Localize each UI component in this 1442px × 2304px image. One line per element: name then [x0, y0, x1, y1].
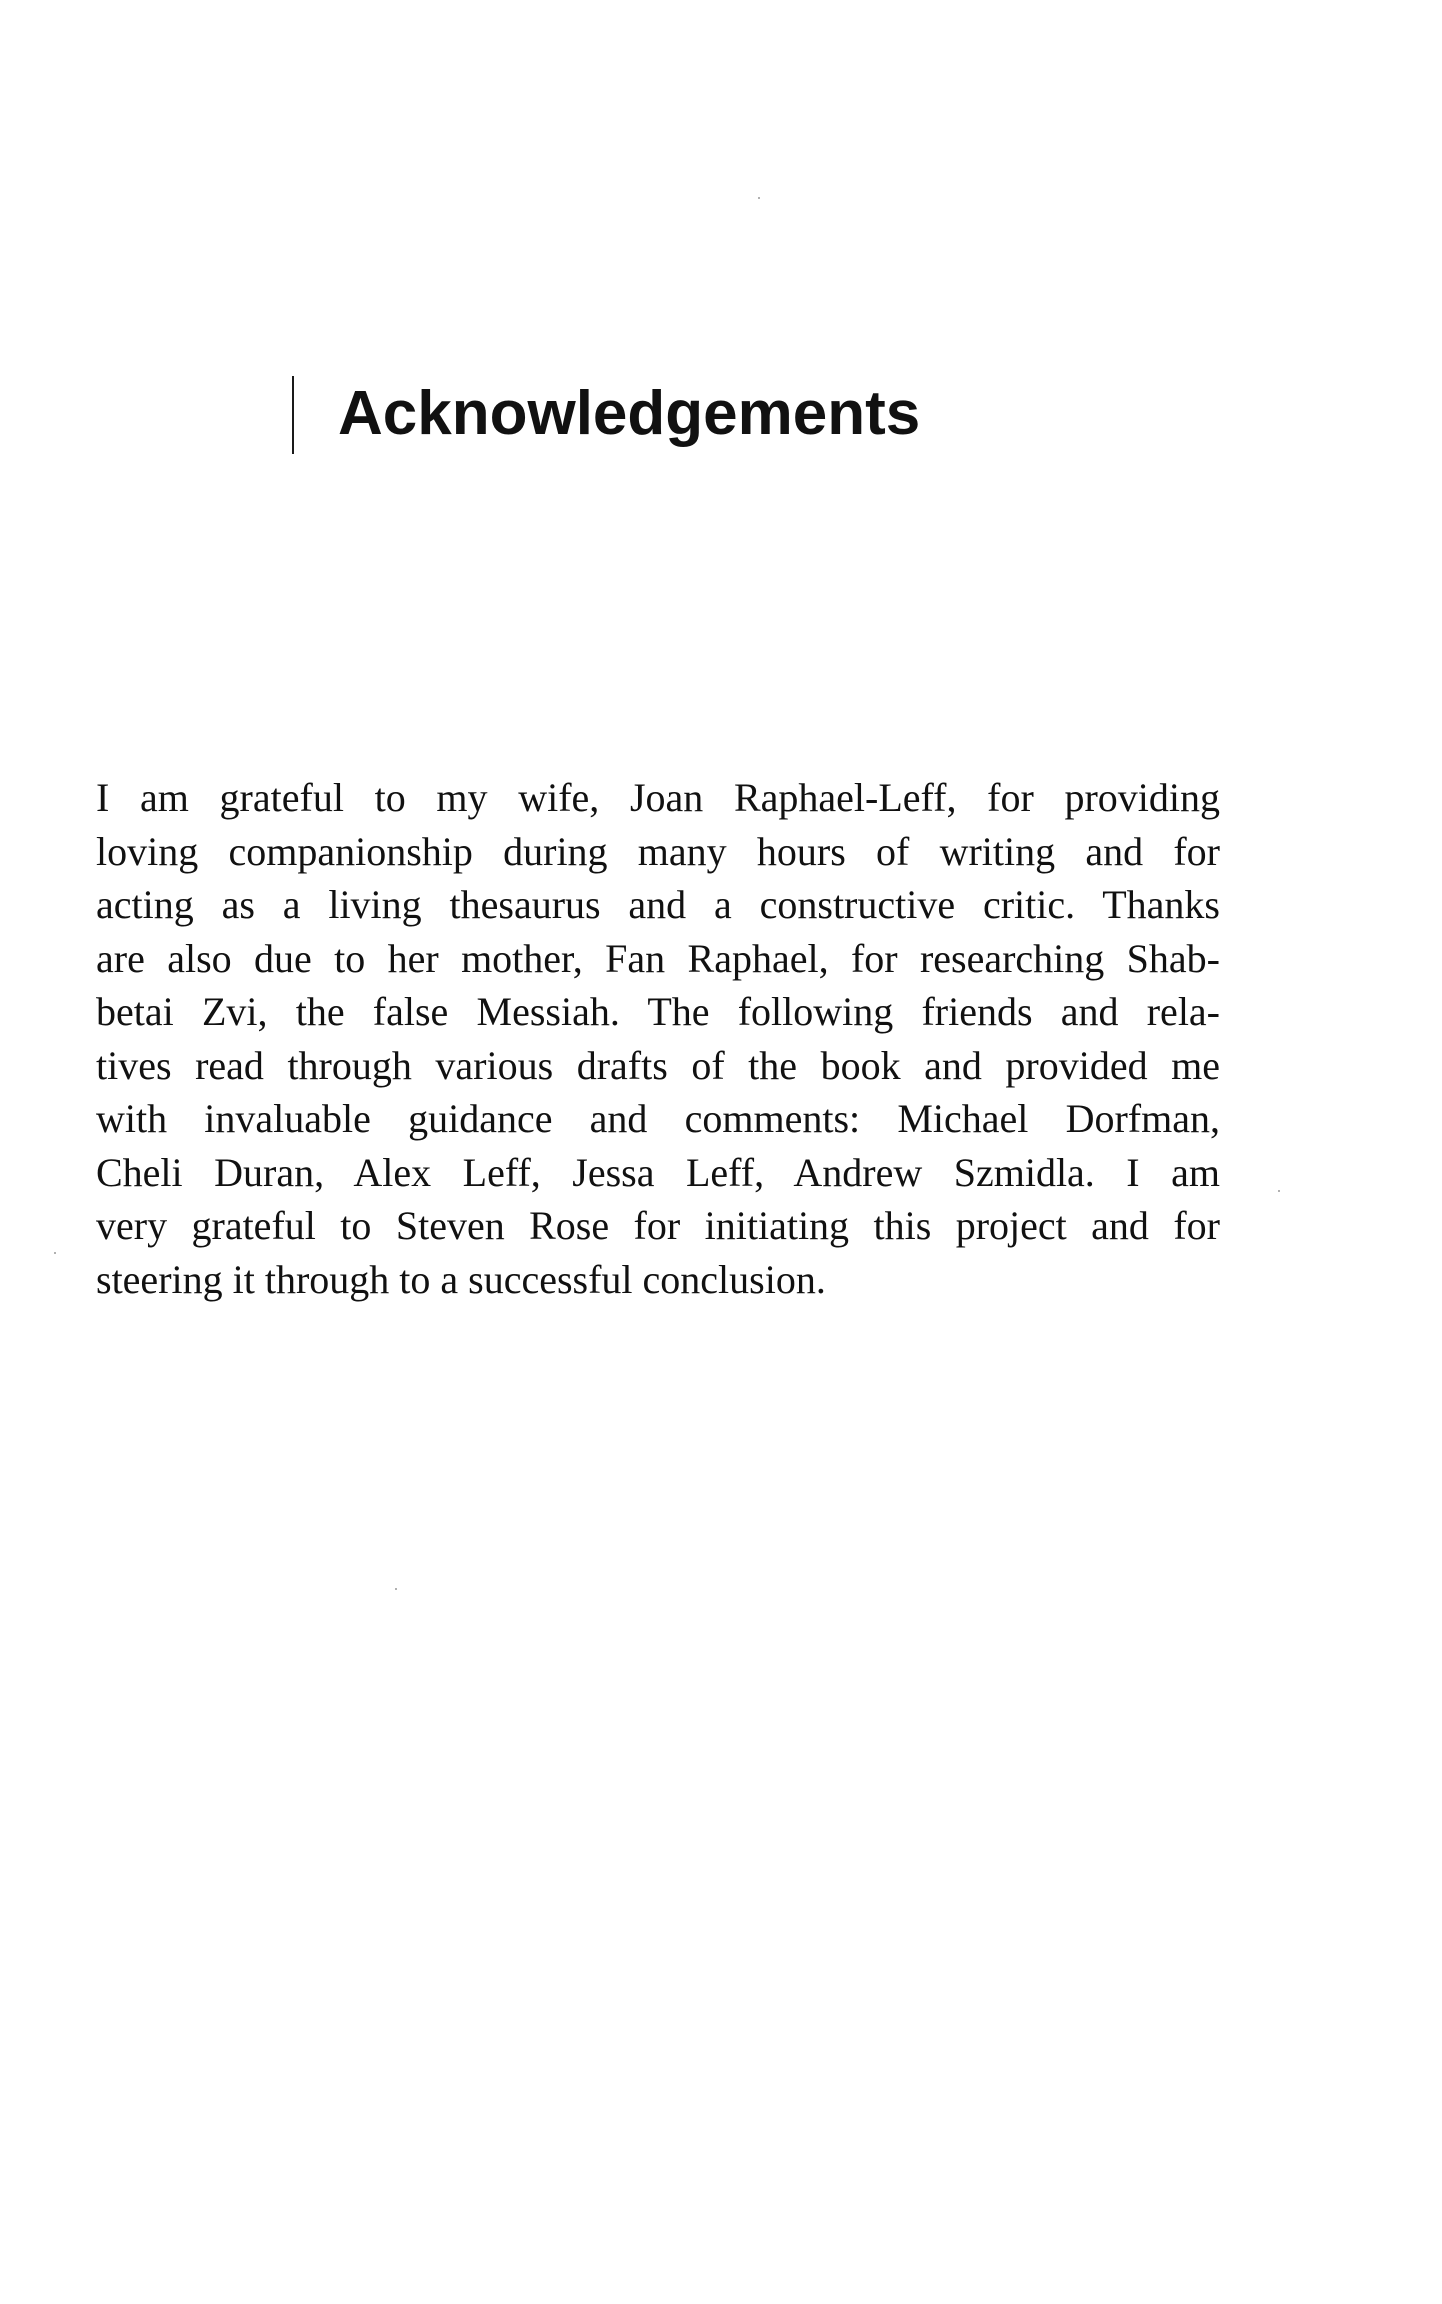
- heading-rule: [292, 376, 294, 454]
- paragraph-line: loving companionship during many hours of writing and for: [96, 828, 1220, 874]
- paragraph-line: Cheli Duran, Alex Leff, Jessa Leff, Andrew Szmidla. I am: [96, 1149, 1220, 1195]
- paragraph-line: are also due to her mother, Fan Raphael, for researching Shab-: [96, 935, 1220, 981]
- paragraph-line: acting as a living thesaurus and a constructive critic. Thanks: [96, 882, 1220, 927]
- paragraph-line: with invaluable guidance and comments: Michael Dorfman,: [96, 1096, 1220, 1141]
- scan-speck: [395, 1588, 397, 1590]
- scan-speck: [758, 197, 760, 199]
- paragraph-line: very grateful to Steven Rose for initiating this project and for: [96, 1203, 1220, 1248]
- paragraph-line: steering it through to a successful conclusion.: [96, 1256, 826, 1302]
- paragraph-line: tives read through various drafts of the book and provided me: [96, 1042, 1220, 1088]
- acknowledgements-paragraph: [96, 771, 1220, 1306]
- scan-speck: [54, 1252, 56, 1254]
- page-title: Acknowledgements: [338, 379, 921, 448]
- scan-speck: [1278, 1190, 1280, 1192]
- paragraph-line: I am grateful to my wife, Joan Raphael-Leff, for providing: [96, 775, 1220, 820]
- paragraph-line: betai Zvi, the false Messiah. The following friends and rela-: [96, 989, 1220, 1034]
